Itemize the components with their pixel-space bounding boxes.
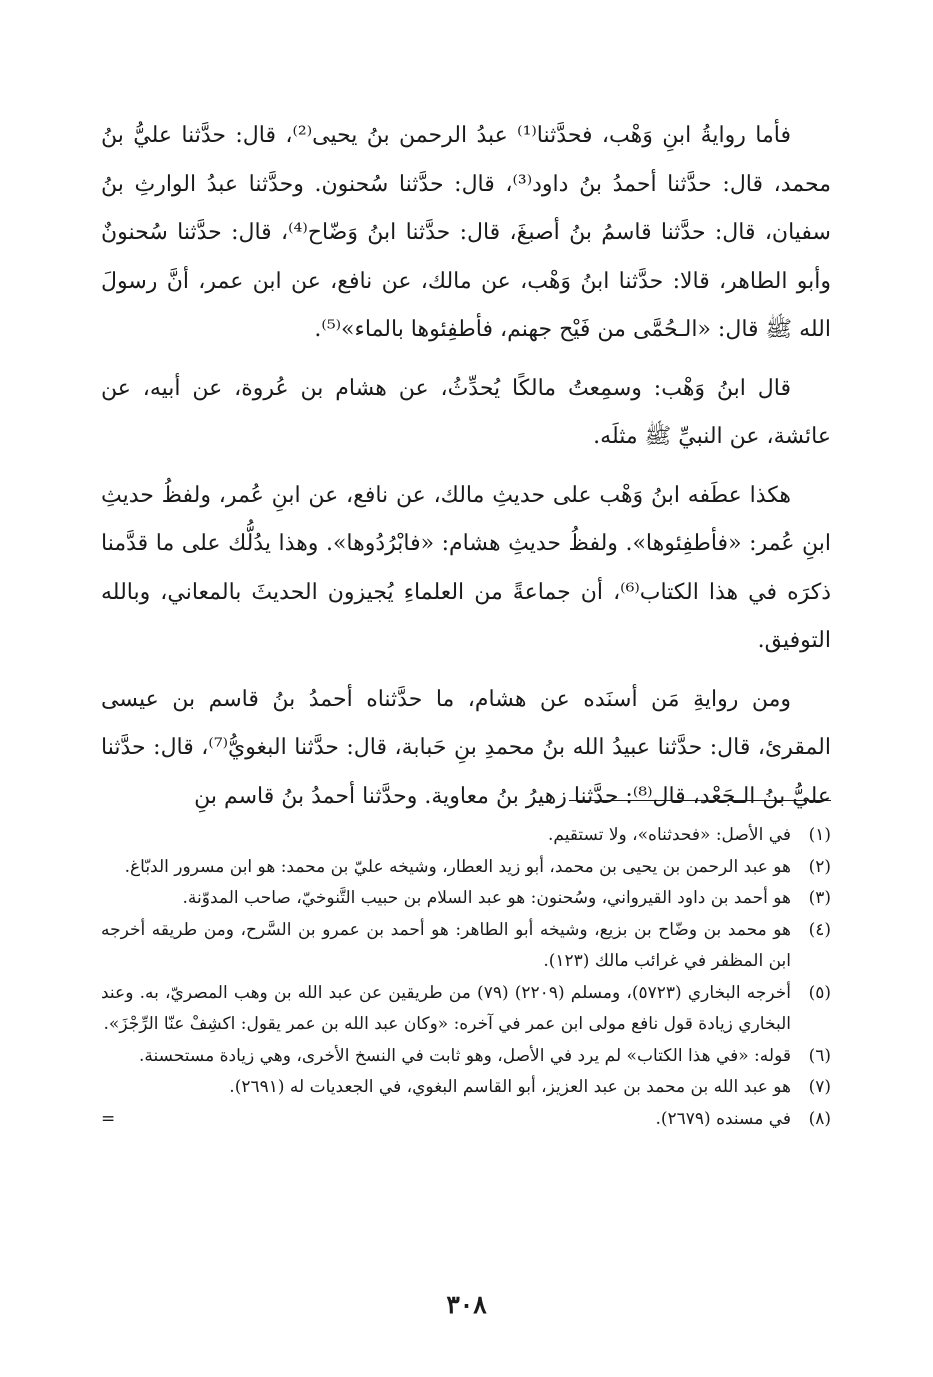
footnote-number: (٢) (808, 856, 831, 877)
footnote-number: (٨) (808, 1108, 831, 1129)
footnote-text: هو أحمد بن داود القيرواني، وسُحنون: هو عبد السلام بن حبيب التَّنوخيّ، صاحب المدوّنة. (182, 888, 791, 908)
footnote-5 (101, 978, 831, 1041)
footnote-2 (101, 852, 831, 884)
footnote-7 (101, 1072, 831, 1104)
footnote-text: أخرجه البخاري (٥٧٢٣)، ومسلم (٢٢٠٩) (٧٩) من طريقين عن عبد الله بن وهب المصريّ، به. وعند البخاري زيادة قول نافع مولى ابن عمر في آخره: «وكان عبد الله بن عمر يقول: اكشِفْ عنّا الرِّجْزَ». (101, 982, 792, 1034)
footnote-number: (٦) (808, 1045, 831, 1066)
footnote-separator (569, 800, 831, 801)
footnote-text: قوله: «في هذا الكتاب» لم يرد في الأصل، وهو ثابت في النسخ الأخرى، وهي زيادة مستحسنة. (139, 1045, 791, 1066)
paragraph-4: ومن روايةِ مَن أسنَده عن هشام، ما حدَّثناه أحمدُ بنُ قاسم بن عيسى المقرئ، قال: حدَّثنا عبيدُ الله بنُ محمدِ بنِ حَبابة، قال: حدَّثنا البغويُّ⁽⁷⁾، قال: حدَّثنا عليُّ بنُ الـجَعْد، قال⁽⁸⁾: حدَّثنا زهيرُ بنُ معاوية. وحدَّثنا أحمدُ بنُ قاسم بنِ (101, 686, 832, 809)
footnote-3 (101, 883, 831, 915)
main-text (101, 112, 831, 821)
footnote-8 (101, 1104, 831, 1136)
footnote-text: هو عبد الله بن محمد بن عبد العزيز، أبو القاسم البغوي، في الجعديات له (٢٦٩١). (229, 1077, 791, 1097)
paragraph-2: قال ابنُ وَهْب: وسمِعتُ مالكًا يُحدِّثُ، عن هشام بن عُروة، عن أبيه، عن عائشة، عن النبيِّ ﷺ مثلَه. (101, 375, 831, 449)
footnote-number: (١) (808, 825, 831, 845)
paragraph-1: فأما روايةُ ابنِ وَهْب، فحدَّثنا⁽¹⁾ عبدُ الرحمن بنُ يحيى⁽²⁾، قال: حدَّثنا عليُّ بنُ محمد، قال: حدَّثنا أحمدُ بنُ داود⁽³⁾، قال: حدَّثنا سُحنون. وحدَّثنا عبدُ الوارثِ بنُ سفيان، قال: حدَّثنا قاسمُ بنُ أصبغَ، قال: حدَّثنا ابنُ وَضّاح⁽⁴⁾، قال: حدَّثنا سُحنونٌ وأبو الطاهر، قالا: حدَّثنا ابنُ وَهْب، عن مالك، عن نافع، عن ابن عمر، أنَّ رسولَ الله ﷺ قال: «الـحُمَّى من فَيْح جهنم، فأطفِئوها بالماء»⁽⁵⁾. (101, 123, 831, 342)
footnote-1 (101, 820, 831, 852)
continuation-mark: = (101, 1108, 116, 1129)
footnote-number: (٥) (808, 982, 831, 1003)
page-number: ٣٠٨ (446, 1290, 487, 1319)
footnote-number: (٧) (808, 1077, 831, 1097)
paragraph-3: هكذا عطَفه ابنُ وَهْب على حديثِ مالك، عن نافع، عن ابنِ عُمر، ولفظُ حديثِ ابنِ عُمر: «فأطفِئوها». ولفظُ حديثِ هشام: «فابْرُدُوها». وهذا يدُلُّك على ما قدَّمنا ذكرَه في هذا الكتاب⁽⁶⁾، أن جماعةً من العلماءِ يُجيزون الحديثَ بالمعاني، وبالله التوفيق. (101, 482, 831, 653)
footnote-4 (101, 915, 831, 978)
footnotes (101, 820, 831, 1135)
footnote-number: (٤) (808, 919, 831, 940)
footnote-number: (٣) (808, 888, 831, 908)
footnote-text: في مسنده (٢٦٧٩). (655, 1108, 791, 1129)
footnote-text: هو محمد بن وضّاح بن بزيع، وشيخه أبو الطاهر: هو أحمد بن عمرو بن السَّرح، ومن طريقه أخرجه ابن المظفر في غرائب مالك (١٢٣). (101, 919, 791, 971)
footnote-text: في الأصل: «فحدثناه»، ولا تستقيم. (547, 825, 791, 845)
footnote-text: هو عبد الرحمن بن يحيى بن محمد، أبو زيد العطار، وشيخه عليّ بن محمد: هو ابن مسرور الدبّاغ. (124, 856, 791, 877)
footnote-6 (101, 1041, 831, 1073)
